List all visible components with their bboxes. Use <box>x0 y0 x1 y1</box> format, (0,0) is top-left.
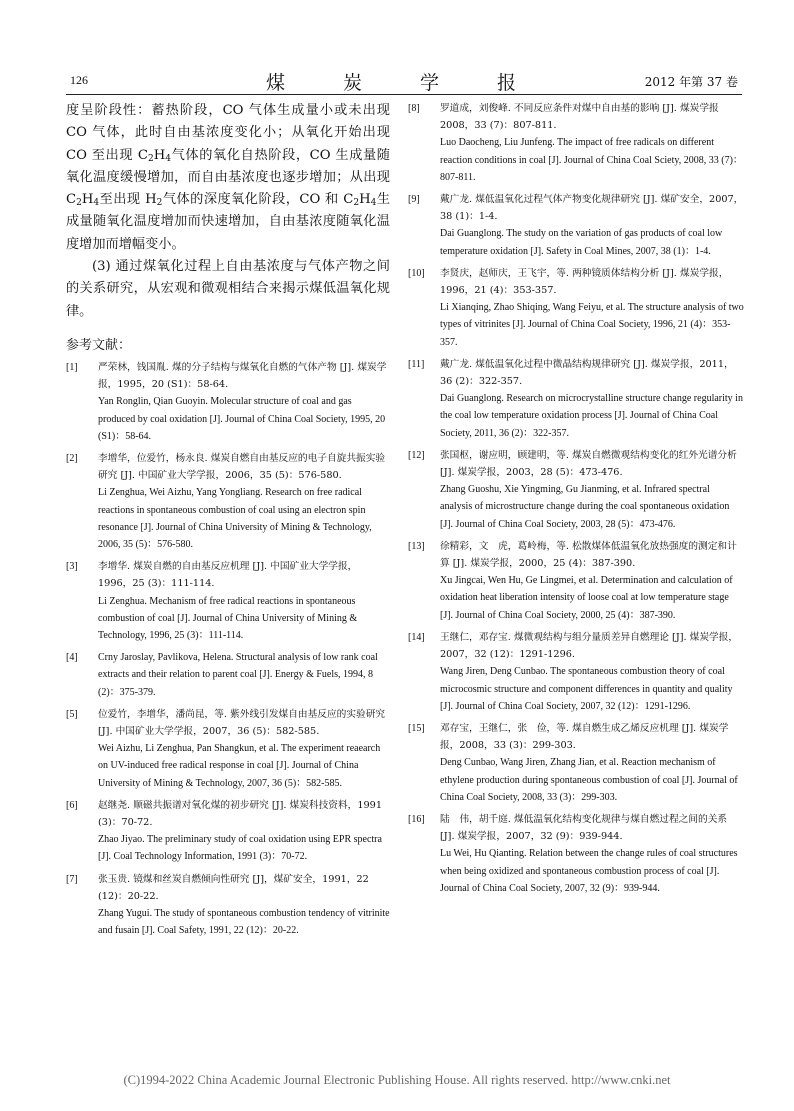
reference-chinese: 张国枢，谢应明，顾建明，等. 煤炭自燃微观结构变化的红外光谱分析 [J]. 煤炭学报，2003，28 (5)：473-476. <box>440 449 737 479</box>
reference-item <box>66 797 390 866</box>
reference-number: [13] <box>408 540 425 552</box>
right-column <box>408 100 744 902</box>
reference-chinese: 陆 伟，胡千庭. 煤低温氧化结构变化规律与煤自燃过程之间的关系 [J]. 煤炭学报，2007，32 (9)：939-944. <box>440 813 728 843</box>
reference-number: [4] <box>66 652 78 664</box>
page-header <box>66 68 742 92</box>
reference-number: [8] <box>408 103 420 114</box>
reference-number: [16] <box>408 813 425 825</box>
reference-english: Wei Aizhu, Li Zenghua, Pan Shangkun, et al. The experiment reaearch on UV-induced free radical response in coal [J]. Journal of China University of Mining & Technology, 2007, 36 (5)：582-585. <box>98 743 381 789</box>
reference-item <box>66 706 390 792</box>
body-paragraph-1: 度呈阶段性：蓄热阶段，CO 气体生成量小或未出现 CO 气体，此时自由基浓度变化小；从氧化开始出现 CO 至出现 $C_2H_4$气体的氧化自热阶段，CO 生成量随氧化温度缓慢增加，而自由基浓度也逐步增加；从出现 $C_2H_4$至出现 $H_2$气体的深度氧化阶段，CO 和 $C_2H_4$生成量随氧化温度增加而快速增加，自由基浓度随氧化温度增加而增幅变小。 <box>66 103 391 252</box>
reference-english: Crny Jaroslay, Pavlikova, Helena. Structural analysis of low rank coal extracts and their relation to parent coal [J]. Energy & Fuels, 1994, 8 (2)：375-379. <box>98 652 378 698</box>
reference-number: [6] <box>66 799 78 811</box>
left-column <box>66 100 390 944</box>
reference-chinese: 戴广龙. 煤低温氧化过程中微晶结构规律研究 [J]. 煤炭学报，2011，36 (2)：322-357. <box>440 358 734 388</box>
reference-item <box>66 359 390 445</box>
reference-item <box>408 720 744 806</box>
copyright-footer: (C)1994-2022 China Academic Journal Electronic Publishing House. All rights reserved. http://www.cnki.net <box>123 1073 671 1087</box>
journal-title: 煤 炭 学 报 <box>265 72 543 94</box>
reference-chinese: 位爱竹，李增华，潘尚昆，等. 紫外线引发煤自由基反应的实验研究 [J]. 中国矿业大学学报，2007，36 (5)：582-585. <box>98 708 386 738</box>
reference-number: [7] <box>66 873 78 885</box>
reference-english: Dai Guanglong. Research on microcrystalline structure change regularity in the coal low temperature oxidation process [J]. Journal of China Coal Society, 2011, 36 (2)：322-357. <box>440 393 743 439</box>
reference-english: Li Xianqing, Zhao Shiqing, Wang Feiyu, et al. The structure analysis of two types of vitrinites [J]. Journal of China Coal Society, 1996, 21 (4)：353-357. <box>440 302 744 348</box>
reference-chinese: 张玉贵. 镜煤和丝炭自燃倾向性研究 [J]，煤矿安全，1991，22 (12)：20-22. <box>98 873 369 902</box>
reference-item <box>408 265 744 351</box>
reference-list-right <box>408 100 744 897</box>
reference-english: Zhang Yugui. The study of spontaneous combustion tendency of vitrinite and fusain [J]. Coal Safety, 1991, 22 (12)：20-22. <box>98 908 390 937</box>
reference-chinese: 李增华，位爱竹，杨永良. 煤炭自燃自由基反应的电子自旋共振实验研究 [J]. 中国矿业大学学报，2006，35 (5)：576-580. <box>98 452 386 482</box>
reference-chinese: 李增华. 煤炭自燃的自由基反应机理 [J]. 中国矿业大学学报，1996，25 (3)：111-114. <box>98 561 358 590</box>
reference-item <box>408 100 744 186</box>
reference-chinese: 严荣林，钱国胤. 煤的分子结构与煤氧化自燃的气体产物 [J]. 煤炭学报，1995，20 (S1)：58-64. <box>98 361 387 391</box>
reference-item <box>66 558 390 644</box>
reference-item <box>408 356 744 442</box>
reference-chinese: 徐精彩，文 虎，葛岭梅，等. 松散煤体低温氧化放热强度的测定和计算 [J]. 煤炭学报，2000，25 (4)：387-390. <box>440 540 737 570</box>
reference-english: Dai Guanglong. The study on the variation of gas products of coal low temperature oxidation [J]. Safety in Coal Mines, 2007, 38 (1)：1-4. <box>440 228 723 257</box>
reference-english: Xu Jingcai, Wen Hu, Ge Lingmei, et al. Determination and calculation of oxidation heat liberation intensity of loose coal at low temperature stage [J]. Journal of China Coal Society, 2000, 25 (4)：387-390. <box>440 575 733 621</box>
reference-english: Deng Cunbao, Wang Jiren, Zhang Jian, et al. Reaction mechanism of ethylene production during spontaneous combustion of coal [J]. Journal of China Coal Society, 2008, 33 (3)：299-303. <box>440 757 738 803</box>
year-volume: 2012 年第 37 卷 <box>644 75 738 89</box>
reference-chinese: 李贤庆，赵师庆，王飞宇，等. 两种镜质体结构分析 [J]. 煤炭学报，1996，21 (4)：353-357. <box>440 267 729 297</box>
reference-item <box>408 191 744 260</box>
reference-chinese: 邓存宝，王继仁，张 俭，等. 煤自燃生成乙烯反应机理 [J]. 煤炭学报，2008，33 (3)：299-303. <box>440 722 729 752</box>
reference-number: [11] <box>408 358 425 370</box>
reference-number: [2] <box>66 452 78 464</box>
reference-number: [15] <box>408 722 425 734</box>
reference-item <box>408 447 744 533</box>
reference-number: [3] <box>66 561 78 573</box>
reference-english: Li Zenghua, Wei Aizhu, Yang Yongliang. Research on free radical reactions in spontaneous combustion of coal using an electron spin resonance [J]. Journal of China University of Mining & Technology, 2006, 35 (5)：576-580. <box>98 487 372 550</box>
reference-item <box>66 871 390 940</box>
page-number: 126 <box>70 73 88 87</box>
body-paragraph-2: (3) 通过煤氧化过程上自由基浓度与气体产物之间的关系研究，从宏观和微观相结合来揭示煤低温氧化规律。 <box>66 259 390 319</box>
references-heading: 参考文献： <box>66 337 132 353</box>
reference-chinese: 戴广龙. 煤低温氧化过程气体产物变化规律研究 [J]. 煤矿安全，2007，38 (1)：1-4. <box>440 194 744 223</box>
reference-english: Yan Ronglin, Qian Guoyin. Molecular structure of coal and gas produced by coal oxidation [J]. Journal of China Coal Society, 1995, 20 (S1)：58-64. <box>98 396 386 442</box>
reference-english: Li Zenghua. Mechanism of free radical reactions in spontaneous combustion of coal [J]. Journal of China University of Mining & Technology, 1996, 25 (3)：111-114. <box>98 595 358 642</box>
reference-english: Luo Daocheng, Liu Junfeng. The impact of free radicals on different reaction conditions in coal [J]. Journal of China Coal Sciety, 2008, 33 (7)：807-811. <box>440 137 743 183</box>
reference-english: Wang Jiren, Deng Cunbao. The spontaneous combustion theory of coal microcosmic structure and component differences in quantity and quality [J]. Journal of China Coal Society, 2007, 32 (12)：1291-1296. <box>440 666 733 712</box>
reference-number: [5] <box>66 708 78 720</box>
reference-english: Lu Wei, Hu Qianting. Relation between the change rules of coal structures when being oxidized and spontaneous combustion process of coal [J]. Journal of China Coal Society, 2007, 32 (9)：939-944. <box>440 848 738 894</box>
reference-number: [10] <box>408 267 425 279</box>
reference-item <box>408 811 744 897</box>
reference-item <box>408 629 744 715</box>
reference-english: Zhang Guoshu, Xie Yingming, Gu Jianming, et al. Infrared spectral analysis of microstructure change during the coal spontaneous oxidation [J]. Journal of China Coal Society, 2003, 28 (5)：473-476. <box>440 484 730 530</box>
header-rule <box>66 94 742 95</box>
reference-chinese: 罗道成，刘俊峰. 不同反应条件对煤中自由基的影响 [J]. 煤炭学报 2008，33 (7)：807-811. <box>440 103 719 132</box>
reference-number: [1] <box>66 361 78 373</box>
reference-number: [9] <box>408 194 420 206</box>
reference-number: [12] <box>408 449 425 461</box>
reference-english: Zhao Jiyao. The preliminary study of coal oxidation using EPR spectra [J]. Coal Technology Information, 1991 (3)：70-72. <box>98 834 382 863</box>
reference-list-left <box>66 359 390 940</box>
reference-chinese: 王继仁，邓存宝. 煤微观结构与组分量质差异自燃理论 [J]. 煤炭学报，2007，32 (12)：1291-1296. <box>440 631 739 661</box>
reference-item <box>66 450 390 553</box>
reference-item <box>408 538 744 624</box>
reference-number: [14] <box>408 631 425 643</box>
reference-chinese: 赵继尧. 顺磁共振谱对氧化煤的初步研究 [J]. 煤炭科技资料，1991 (3)：70-72. <box>98 799 382 829</box>
reference-item <box>66 649 390 701</box>
